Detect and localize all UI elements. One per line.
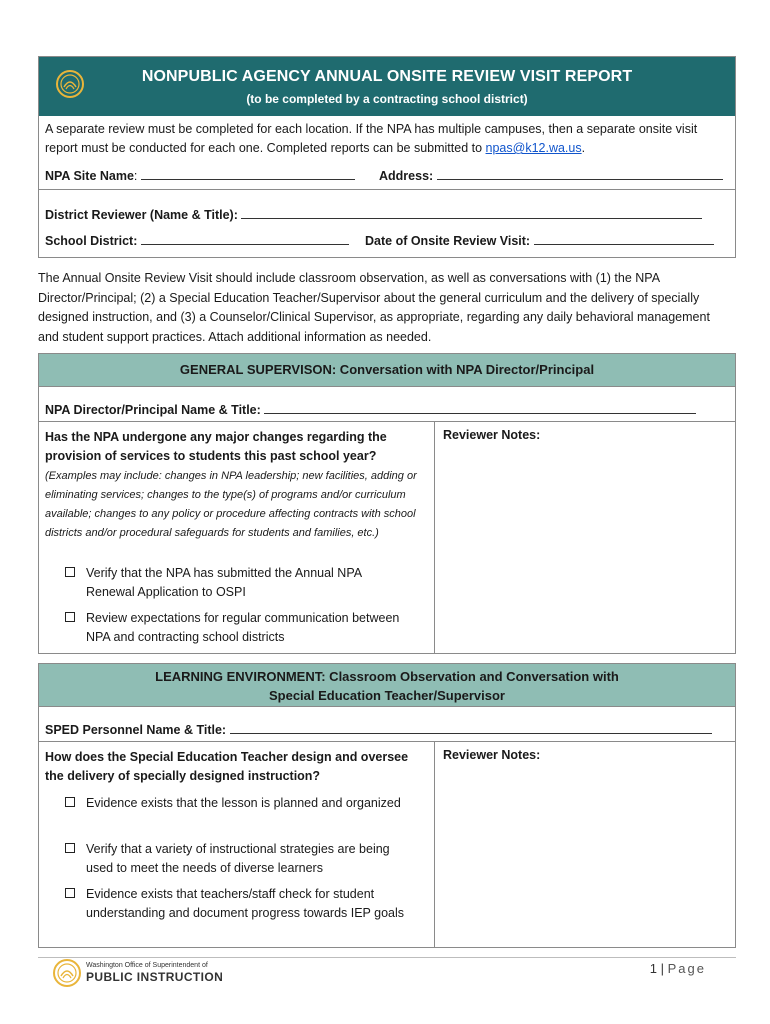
district-reviewer-field[interactable]: [241, 207, 702, 219]
intro-text: [45, 120, 715, 158]
site-name-colon: :: [133, 169, 138, 183]
sped-name-row: [45, 722, 712, 737]
sped-name-field[interactable]: [230, 722, 712, 734]
question-bold: Has the NPA undergone any major changes regarding the provision of services to students this past school year?: [45, 430, 387, 463]
header-separator: [39, 189, 735, 190]
school-district-label: School District:: [45, 234, 138, 248]
checkbox[interactable]: [65, 888, 75, 898]
heading-line-1: LEARNING ENVIRONMENT: Classroom Observation and Conversation with: [155, 669, 619, 684]
checklist-item-label: Verify that a variety of instructional strategies are being used to meet the needs of diverse learners: [86, 842, 390, 875]
checklist-item: [65, 794, 405, 813]
header-band: [39, 57, 735, 116]
checklist-item-label: Review expectations for regular communication between NPA and contracting school districts: [86, 611, 400, 644]
learning-environment-section: [38, 663, 736, 948]
column-divider: [434, 421, 435, 654]
director-name-row: [45, 402, 696, 417]
reviewer-notes-label: Reviewer Notes:: [443, 748, 541, 762]
intro-body: A separate review must be completed for each location. If the NPA has multiple campuses, then a separate onsite visit report must be conducted for each one. Completed reports can be submitted to: [45, 122, 698, 155]
site-name-field[interactable]: [141, 168, 355, 180]
page-word: Page: [667, 961, 706, 976]
sdi-question: [45, 748, 417, 786]
address-label: Address:: [379, 169, 434, 183]
report-title: NONPUBLIC AGENCY ANNUAL ONSITE REVIEW VISIT REPORT: [141, 68, 633, 85]
footer-org-name: PUBLIC INSTRUCTION: [86, 970, 224, 984]
director-name-label: NPA Director/Principal Name & Title:: [45, 403, 261, 417]
name-separator: [39, 421, 735, 422]
ospi-logo-icon: [52, 958, 82, 988]
checklist-item-label: Evidence exists that teachers/staff check for student understanding and document progress towards IEP goals: [86, 887, 405, 920]
heading-line-2: Special Education Teacher/Supervisor: [268, 688, 505, 703]
instructions-paragraph: The Annual Onsite Review Visit should include classroom observation, as well as conversations with (1) the NPA Director/Principal; (2) a Special Education Teacher/Supervisor about the general curriculum and the delivery of specially designed instruction, and (3) a Counselor/Clinical Supervisor, as appropriate, regarding any daily behavioral management and student support practices. Attach additional information as needed.: [38, 271, 710, 344]
checkbox[interactable]: [65, 567, 75, 577]
school-district-row: [45, 233, 349, 248]
school-district-field[interactable]: [141, 233, 349, 245]
visit-date-label: Date of Onsite Review Visit:: [365, 234, 531, 248]
checklist-item-label: Verify that the NPA has submitted the Annual NPA Renewal Application to OSPI: [86, 566, 362, 599]
visit-date-field[interactable]: [534, 233, 714, 245]
address-field[interactable]: [437, 168, 723, 180]
general-supervision-section: [38, 353, 736, 654]
report-subtitle: (to be completed by a contracting school district): [246, 92, 528, 106]
checklist-item: [65, 609, 405, 647]
npa-changes-question: [45, 428, 417, 542]
address-row: [379, 168, 723, 183]
checklist-item: [65, 885, 405, 923]
header-box: [38, 56, 736, 258]
checklist-item: [65, 840, 405, 878]
page-number: [650, 961, 706, 976]
checkbox[interactable]: [65, 797, 75, 807]
district-reviewer-label: District Reviewer (Name & Title):: [45, 208, 238, 222]
reviewer-notes-label: Reviewer Notes:: [443, 428, 541, 442]
director-name-field[interactable]: [264, 402, 696, 414]
question-examples: (Examples may include: changes in NPA leadership; new facilities, adding or eliminating services; changes to the type(s) of programs and/or curriculum available; changes to any policy or procedure affecting contracts with school districts and/or procedural safeguards for students and families, etc.): [45, 470, 417, 539]
email-link[interactable]: npas@k12.wa.us: [485, 141, 582, 155]
checkbox[interactable]: [65, 843, 75, 853]
site-name-row: [45, 168, 355, 183]
visit-date-row: [365, 233, 714, 248]
footer-org-small: Washington Office of Superintendent of: [86, 962, 208, 969]
site-name-label: NPA Site Name: [45, 169, 134, 183]
intro-end: .: [581, 141, 586, 155]
sped-name-label: SPED Personnel Name & Title:: [45, 723, 227, 737]
learning-environment-heading: [39, 664, 735, 707]
checkbox[interactable]: [65, 612, 75, 622]
page-number-sep: |: [657, 961, 668, 976]
checklist-item: [65, 564, 405, 602]
column-divider: [434, 741, 435, 948]
name-separator: [39, 741, 735, 742]
page-number-value: 1: [649, 961, 658, 976]
footer-rule: [38, 957, 736, 958]
checklist-item-label: Evidence exists that the lesson is planned and organized: [86, 796, 401, 810]
general-supervision-heading: GENERAL SUPERVISON: Conversation with NPA Director/Principal: [39, 354, 735, 387]
question-bold: How does the Special Education Teacher design and oversee the delivery of specially designed instruction?: [45, 750, 409, 783]
district-reviewer-row: [45, 207, 702, 222]
